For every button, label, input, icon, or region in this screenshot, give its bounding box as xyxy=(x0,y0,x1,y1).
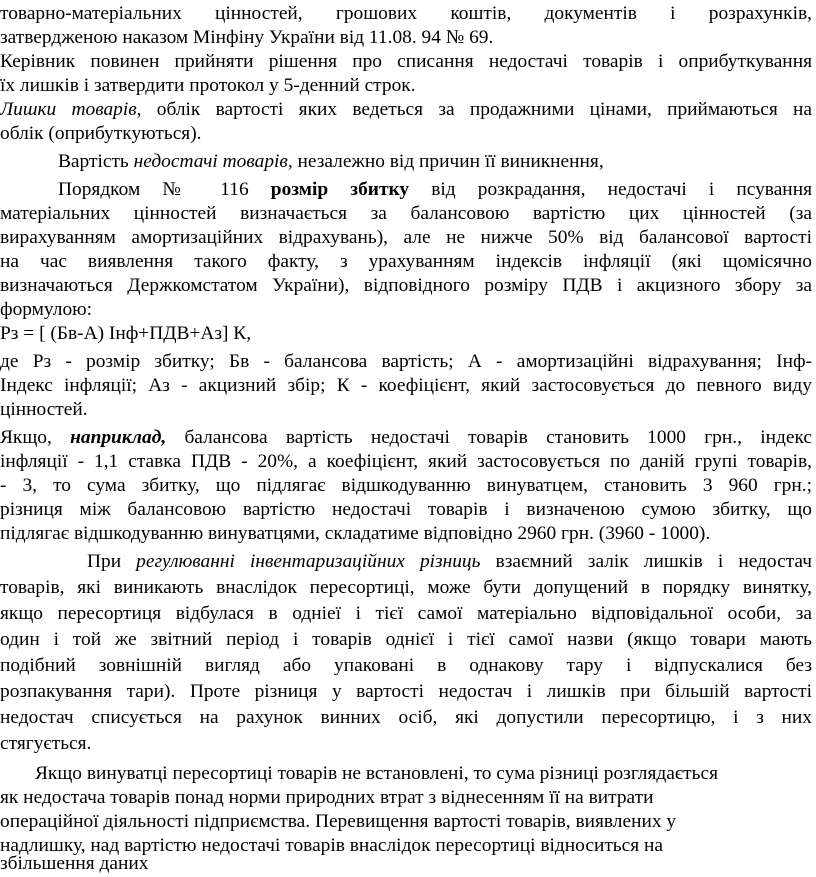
italic-term: Лишки товарів xyxy=(0,99,137,120)
text-line-8 xyxy=(58,178,812,202)
text-run: операційної діяльності підприємства. Перевищення вартості товарів, виявлених у xyxy=(0,811,677,832)
italic-term: недостачі товарів xyxy=(133,151,288,172)
text-run: , облік вартості яких ведеться за продажними цінами, приймаються на xyxy=(136,99,812,120)
text-run: Вартість xyxy=(58,151,134,172)
text-run: збільшення даних xyxy=(0,853,149,874)
text-run: різниця між балансовою вартістю недостачі товарів і визначеною сумою збитку, що xyxy=(0,499,812,520)
text-run: взаємний залік лишків і недостач xyxy=(480,551,812,572)
text-run: недостач списується на рахунок винних осіб, які допустили пересортицю, і з них xyxy=(0,707,812,728)
text-run: Керівник повинен прийняти рішення про списання недостачі товарів і оприбуткування xyxy=(0,51,812,72)
text-run: балансова вартість недостачі товарів становить 1000 грн., індекс xyxy=(166,427,813,448)
text-run: їх лишків і затвердити протокол у 5-денний строк. xyxy=(0,75,416,96)
text-line-23 xyxy=(87,550,812,574)
text-run: стягується. xyxy=(0,733,92,754)
italic-term: регулюванні інвентаризаційних різниць xyxy=(136,551,481,572)
text-line-27 xyxy=(0,654,812,678)
text-line-18 xyxy=(0,426,812,450)
bold-term: розмір збитку xyxy=(270,179,410,200)
text-line-30 xyxy=(0,732,812,756)
bold-italic-term: наприклад, xyxy=(70,427,167,448)
text-line-29 xyxy=(0,706,812,730)
text-run: від розкрадання, недостачі і псування xyxy=(409,179,812,200)
text-run: цінностей. xyxy=(0,399,88,420)
text-run: облік (оприбуткуються). xyxy=(0,123,202,144)
text-line-32 xyxy=(0,786,812,810)
text-run: товарно-матеріальних цінностей, грошових коштів, документів і розрахунків, xyxy=(0,3,812,24)
formula: Рз = [ (Бв-А) Інф+ПДВ+Аз] К, xyxy=(0,323,252,344)
text-run: розпакування тари). Проте різниця у вартості недостач і лишків при більшій вартості xyxy=(0,681,812,702)
text-run: один і той же звітний період і товарів однієї і тієї самої назви (якщо товари мають xyxy=(0,629,812,650)
text-run: подібний зовнішній вигляд або упаковані в однакову тару і відпускалися без xyxy=(0,655,812,676)
text-run: При xyxy=(87,551,137,572)
text-line-28 xyxy=(0,680,812,704)
text-run: - 3, то сума збитку, що підлягає відшкодуванню винуватцем, становить 3 960 грн.; xyxy=(0,475,812,496)
text-line-13 xyxy=(0,298,812,322)
text-run: надлишку, над вартістю недостачі товарів внаслідок пересортиці відноситься на xyxy=(0,835,663,856)
text-line-1 xyxy=(0,2,812,26)
text-line-4 xyxy=(0,74,812,98)
text-run: де Рз - розмір збитку; Бв - балансова вартість; А - амортизаційні відрахування; Інф- xyxy=(0,351,812,372)
text-line-2 xyxy=(0,26,812,50)
text-run: Якщо винуватці пересортиці товарів не встановлені, то сума різниці розглядається xyxy=(35,763,719,784)
text-run: Порядком № 116 xyxy=(58,179,271,200)
text-line-25 xyxy=(0,602,812,626)
text-run: затвердженою наказом Мінфіну України від 11.08. 94 № 69. xyxy=(0,27,494,48)
text-line-21 xyxy=(0,498,812,522)
text-line-31 xyxy=(35,762,812,786)
text-line-15 xyxy=(0,350,812,374)
text-line-11 xyxy=(0,250,812,274)
text-line-5 xyxy=(0,98,812,122)
text-line-7 xyxy=(58,150,812,174)
text-line-6 xyxy=(0,122,812,146)
text-line-35 xyxy=(0,852,812,876)
text-run: , незалежно від причин її виникнення, xyxy=(287,151,604,172)
text-line-17 xyxy=(0,398,812,422)
text-line-19 xyxy=(0,450,812,474)
text-run: товарів, які виникають внаслідок пересортиці, може бути допущений в порядку винятку, xyxy=(0,577,812,598)
text-line-9 xyxy=(0,202,812,226)
text-run: визначаються Держкомстатом України), відповідного розміру ПДВ і акцизного збору за xyxy=(0,275,812,296)
formula-line xyxy=(0,322,812,346)
text-run: якщо пересортиця відбулася в одніеї і тієї самої матеріально відповідальної особи, за xyxy=(0,603,812,624)
text-run: матеріальних цінностей визначається за балансовою вартістю цих цінностей (за xyxy=(0,203,812,224)
text-run: на час виявлення такого факту, з урахуванням індексів інфляції (які щомісячно xyxy=(0,251,812,272)
text-line-10 xyxy=(0,226,812,250)
text-line-3 xyxy=(0,50,812,74)
text-run: формулою: xyxy=(0,299,93,320)
text-line-24 xyxy=(0,576,812,600)
text-run: Індекс інфляції; Аз - акцизний збір; К - коефіцієнт, який застосовується до певного виду xyxy=(0,375,812,396)
text-line-16 xyxy=(0,374,812,398)
text-line-12 xyxy=(0,274,812,298)
text-line-22 xyxy=(0,522,812,546)
text-run: Якщо, xyxy=(0,427,71,448)
text-run: вирахуванням амортизаційних відрахувань), але не нижче 50% від балансової вартості xyxy=(0,227,812,248)
text-run: як недостача товарів понад норми природних втрат з віднесенням її на витрати xyxy=(0,787,654,808)
text-line-33 xyxy=(0,810,812,834)
text-line-20 xyxy=(0,474,812,498)
text-run: підлягає відшкодуванню винуватцями, складатиме відповідно 2960 грн. (3960 - 1000). xyxy=(0,523,711,544)
text-run: інфляції - 1,1 ставка ПДВ - 20%, а коефіцієнт, який застосовується по даній групі товарів, xyxy=(0,451,812,472)
text-line-26 xyxy=(0,628,812,652)
